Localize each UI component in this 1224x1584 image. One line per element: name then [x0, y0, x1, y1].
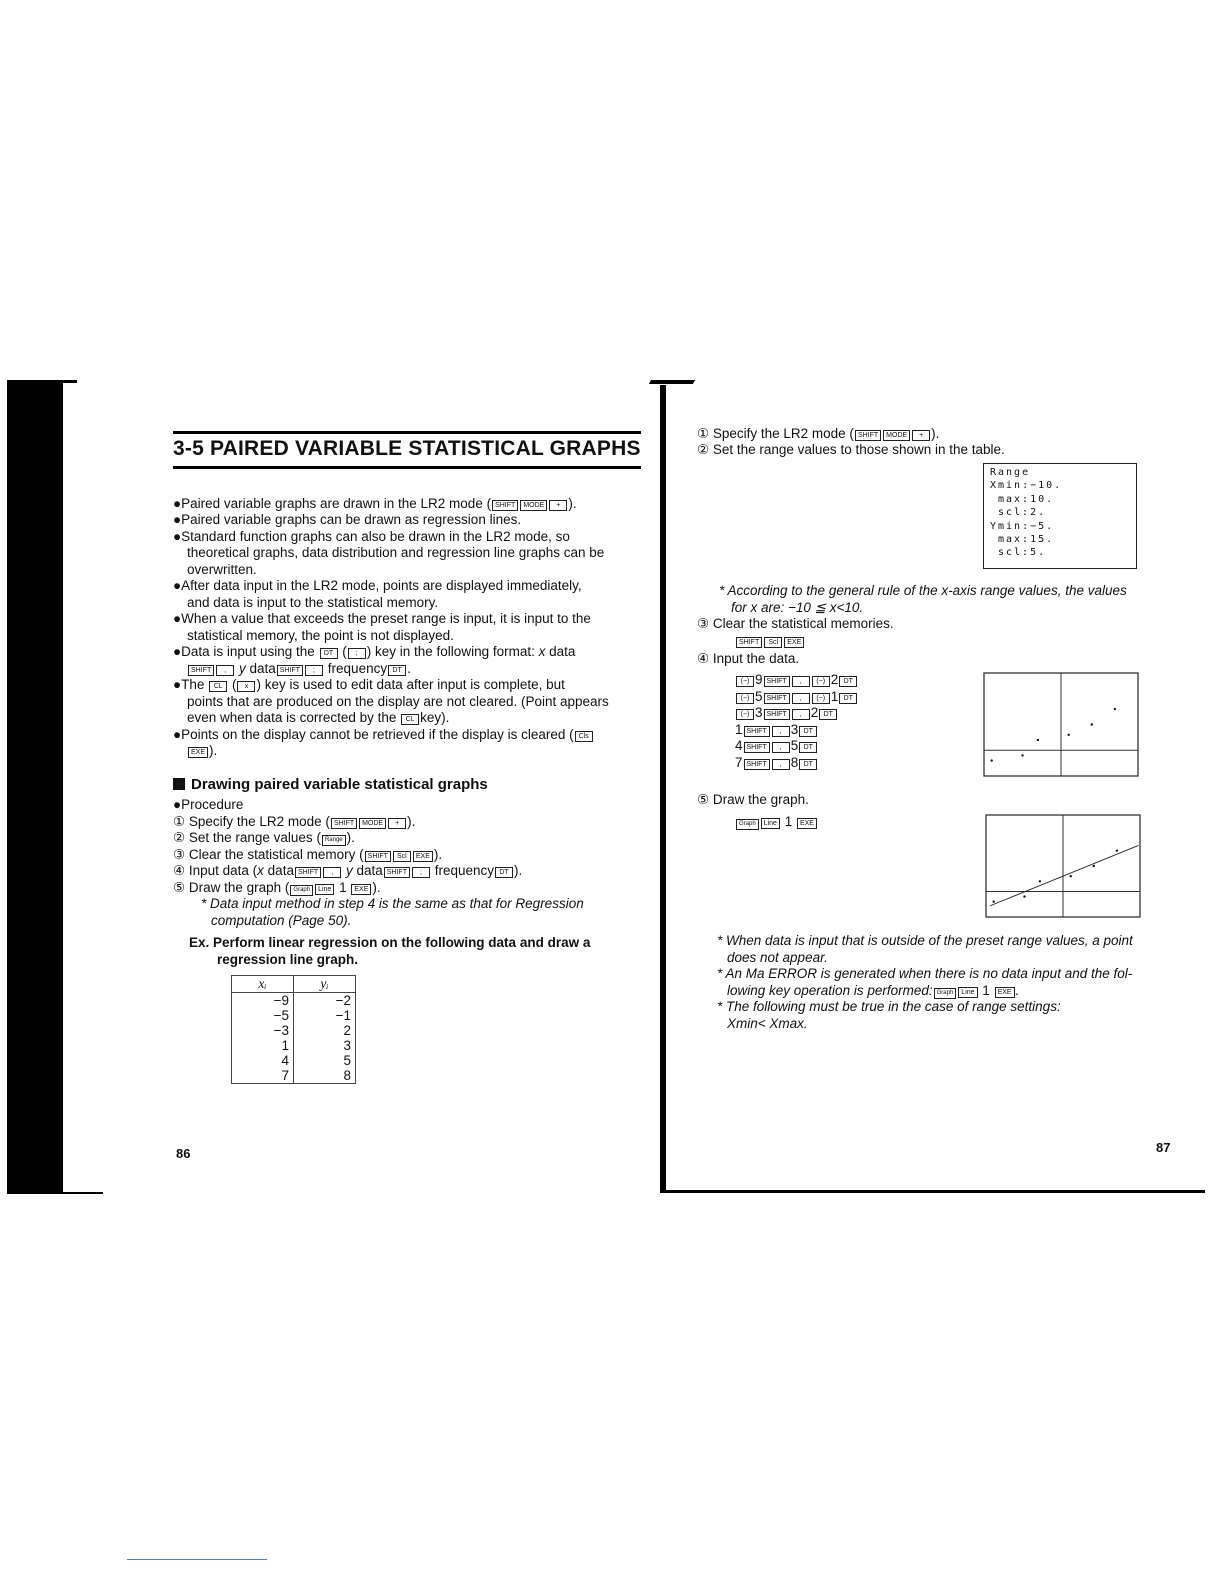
procedure-step-5: ⑤ Draw the graph ( Graph Line 1 EXE ). — [173, 880, 381, 895]
data-point — [1091, 723, 1093, 725]
bullet-standard-line1: ●Standard function graphs can also be drawn in the LR2 mode, so — [173, 529, 570, 544]
table-header-x: xᵢ — [232, 976, 294, 993]
bullet-data-input-line1: ●Data is input using the DT ( ; ) key in the following format: x data — [173, 644, 576, 659]
page-title: 3-5 PAIRED VARIABLE STATISTICAL GRAPHS — [173, 437, 641, 460]
bullet-lr2-mode: ●Paired variable graphs are drawn in the LR2 mode ( SHIFT MODE + ). — [173, 496, 577, 511]
footnote-2-line1: * An Ma ERROR is generated when there is no data input and the fol- — [717, 966, 1133, 981]
bullet-exceeds-line1: ●When a value that exceeds the preset range is input, it is input to the — [173, 611, 591, 626]
footnote-1-line1: * When data is input that is outside of the preset range values, a point — [717, 933, 1133, 948]
footnote-1-line2: does not appear. — [727, 950, 828, 965]
range-note-line1: * According to the general rule of the x-axis range values, the values — [719, 583, 1127, 598]
data-point — [993, 901, 995, 903]
data-point — [1021, 754, 1023, 756]
right-step-2: ② Set the range values to those shown in the table. — [697, 442, 1005, 457]
book-spine-center — [660, 385, 666, 1193]
title-rule-bottom — [173, 466, 641, 469]
right-step-5: ⑤ Draw the graph. — [697, 792, 809, 807]
book-spine-center-edge — [649, 380, 695, 384]
data-point — [1037, 739, 1039, 741]
procedure-note-line1: * Data input method in step 4 is the same as that for Regression — [201, 896, 584, 911]
procedure-label: ●Procedure — [173, 797, 244, 812]
procedure-step-4: ④ Input data (x data SHIFT , y data SHIFT ; frequency DT ). — [173, 863, 523, 878]
bullet-after-input-line1: ●After data input in the LR2 mode, points are displayed immediately, — [173, 578, 582, 593]
procedure-step-3: ③ Clear the statistical memory ( SHIFT Scl EXE ). — [173, 847, 443, 862]
footnote-3-line2: Xmin< Xmax. — [727, 1016, 808, 1031]
example-line2: regression line graph. — [217, 952, 359, 967]
table-row: 4 5 — [232, 1053, 356, 1068]
table-row: 1 3 — [232, 1038, 356, 1053]
data-point — [1093, 865, 1095, 867]
page-number-right: 87 — [1156, 1140, 1171, 1155]
draw-keys: Graph Line 1 EXE — [735, 814, 818, 831]
bullet-cl-line2: points that are produced on the display are not cleared. (Point appears — [187, 694, 609, 709]
title-rule-top — [173, 431, 641, 434]
bullet-after-input-line2: and data is input to the statistical memory. — [187, 595, 439, 610]
table-row: −3 2 — [232, 1023, 356, 1038]
input-line-1: (−) 9 SHIFT , (−) 2 DT — [735, 672, 858, 689]
book-spine-left — [7, 380, 63, 1194]
footnote-2-line2: lowing key operation is performed: Graph Line 1 EXE . — [727, 983, 1020, 998]
procedure-step-1: ① Specify the LR2 mode ( SHIFT MODE + ). — [173, 814, 416, 829]
right-step-3: ③ Clear the statistical memories. — [697, 616, 894, 631]
data-point — [1068, 734, 1070, 736]
range-note-line2: for x are: −10 ≦ x<10. — [731, 600, 864, 615]
input-line-2: (−) 5 SHIFT , (−) 1 DT — [735, 689, 858, 706]
procedure-step-2: ② Set the range values ( Range ). — [173, 830, 355, 845]
bullet-cl-line1: ●The CL ( x ) key is used to edit data after input is complete, but — [173, 677, 565, 692]
scatter-graph — [983, 672, 1139, 777]
input-line-6: 7 SHIFT , 8 DT — [735, 755, 818, 772]
bullet-standard-line2: theoretical graphs, data distribution and regression line graphs can be — [187, 545, 605, 560]
table-row: 7 8 — [232, 1068, 356, 1084]
table-row: −5 −1 — [232, 1008, 356, 1023]
input-line-3: (−) 3 SHIFT , 2 DT — [735, 705, 838, 722]
footnote-3-line1: * The following must be true in the case of range settings: — [717, 999, 1061, 1014]
bullet-regression: ●Paired variable graphs can be drawn as regression lines. — [173, 512, 522, 527]
data-point — [1023, 895, 1025, 897]
bullet-cl-line3: even when data is corrected by the CL key). — [187, 710, 450, 725]
data-point — [1039, 880, 1041, 882]
right-step-4: ④ Input the data. — [697, 651, 800, 666]
book-spine-left-edge — [7, 380, 77, 383]
table-header-y: yᵢ — [294, 976, 356, 993]
clear-keys: SHIFT Scl EXE — [735, 633, 805, 650]
procedure-note-line2: computation (Page 50). — [211, 913, 352, 928]
data-point — [991, 759, 993, 761]
input-line-4: 1 SHIFT , 3 DT — [735, 722, 818, 739]
regression-graph — [985, 814, 1141, 918]
scan-artifact-line — [127, 1559, 267, 1560]
square-bullet-icon — [173, 778, 185, 790]
data-point — [1070, 875, 1072, 877]
example-line1: Ex. Perform linear regression on the following data and draw a — [189, 935, 591, 950]
section-heading: Drawing paired variable statistical graphs — [173, 776, 488, 793]
bullet-cls-line1: ●Points on the display cannot be retrieved if the display is cleared ( Cls — [173, 727, 594, 744]
bullet-exceeds-line2: statistical memory, the point is not displayed. — [187, 628, 454, 643]
range-display: Range Xmin:−10. max:10. scl:2. Ymin:−5. max:15. scl:5. — [983, 463, 1137, 569]
page-bottom-edge-right — [660, 1190, 1205, 1193]
bullet-standard-line3: overwritten. — [187, 562, 257, 577]
table-row: −9 −2 — [232, 993, 356, 1009]
data-point — [1114, 708, 1116, 710]
bullet-cls-line2: EXE ). — [187, 743, 217, 760]
page-bottom-edge-left — [63, 1192, 103, 1194]
page-number-left: 86 — [176, 1146, 191, 1161]
data-table — [231, 975, 356, 1084]
right-step-1: ① Specify the LR2 mode ( SHIFT MODE + ). — [697, 426, 940, 441]
data-point — [1116, 850, 1118, 852]
input-line-5: 4 SHIFT , 5 DT — [735, 738, 818, 755]
bullet-data-input-line2: SHIFT , y data SHIFT ; frequency DT . — [187, 661, 411, 678]
